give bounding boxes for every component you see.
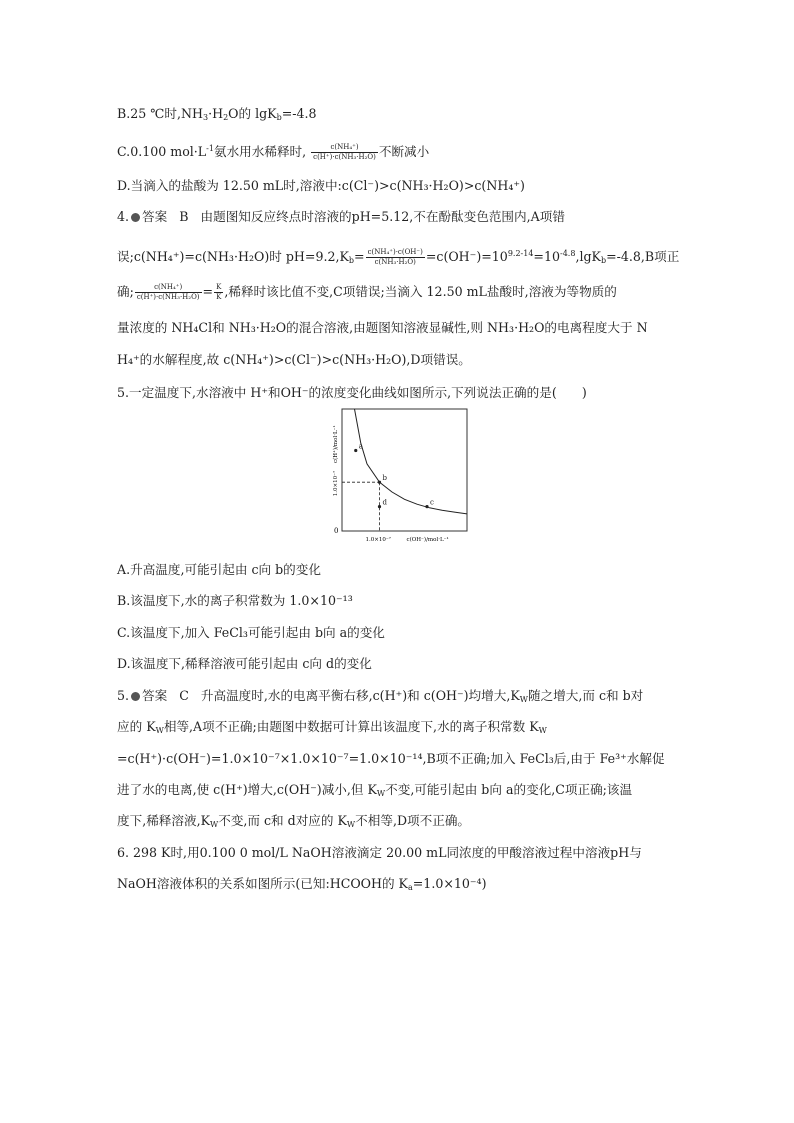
q5-answer-line4: 进了水的电离,使 c(H⁺)增大,c(OH⁻)减小,但 $K_W$不变,可能引起由 b向 a的变化,C项正确;该温 xyxy=(117,782,633,798)
q6-line2: NaOH溶液体积的关系如图所示(已知:HCOOH的 $K_a=1.0\times 10^{-4}$) xyxy=(117,876,487,892)
x-axis-label: c(OH⁻)/mol·L⁻¹ xyxy=(406,537,449,543)
q4-answer-line3: 确; $\frac{\text{c(NH₄⁺)}}{\text{c(H⁺)·c(NH₃·H₂O)}}$ = $\frac{K}{K}$ ,稀释时该比值不变,C项错误;当滴入 12.50 mL盐酸时,溶液为等物质的 xyxy=(117,283,617,301)
q5-stem: 5.一定温度下,水溶液中 H⁺和OH⁻的浓度变化曲线如图所示,下列说法正确的是( ) xyxy=(117,385,587,400)
point-b xyxy=(378,481,381,484)
y-axis-label: c(H⁺)/mol·L⁻¹ xyxy=(333,425,339,463)
q4-option-c: C.0.100 $mol\cdot L^{-1}$氨水用水稀释时, $\frac{\text{c(NH₄⁺)}}{\text{c(H⁺)·c(NH₃·H₂O)}}$ 不断减小 xyxy=(117,143,430,161)
q5-answer-line1: 5. 答案 C 升高温度时,水的电离平衡右移,c(H⁺)和 c(OH⁻)均增大$,K_W$随之增大,而 c和 b对 xyxy=(117,688,644,704)
plot-frame xyxy=(342,409,467,531)
origin-label: 0 xyxy=(334,527,339,535)
point-c xyxy=(425,505,428,508)
q5-option-d: D.该温度下,稀释溶液可能引起由 c向 d的变化 xyxy=(117,656,372,671)
q5-answer-line5: 度下,稀释溶液$,K_W$不变,而 c和 d对应的 $K_W$不相等,D项不正确。 xyxy=(117,813,471,829)
q5-option-c: C.该温度下,加入 FeCl₃可能引起由 b向 a的变化 xyxy=(117,625,385,640)
point-a xyxy=(354,449,357,452)
fraction: $\frac{\text{c(NH₄⁺)}}{\text{c(H⁺)·c(NH₃·H₂O)}}$ xyxy=(313,143,376,161)
point-label-c: c xyxy=(430,498,434,507)
point-label-b: b xyxy=(382,474,387,483)
q4-answer-line2: 误;c(NH₄⁺)=c(NH₃·H₂O)时 $pH=9.2,K_b=$ $\frac{\text{c(NH₄⁺)·c(OH⁻)}}{\text{c(NH₃·H₂O)}}$ $=c(OH^-)=10^{9.2-14}=10^{-4.8},\lg K_b=-4.8,B$项正 xyxy=(117,248,680,266)
point-d xyxy=(378,505,381,508)
q4-option-d: D.当滴入的盐酸为 12.50 mL时,溶液中:c(Cl⁻)>c(NH₃·H₂O)>c(NH₄⁺) xyxy=(117,178,525,193)
q4-option-b: B.25 ℃时$,NH_3\cdot H_2O$的 lgK$_b$=-4.8 xyxy=(117,106,317,122)
q4-answer-line4: 量浓度的 NH₄Cl和 NH₃·H₂O的混合溶液,由题图知溶液显碱性,则 NH₃·H₂O的电离程度大于 N xyxy=(117,320,648,335)
curve-line xyxy=(355,409,468,514)
answer-icon xyxy=(131,213,140,222)
x-tick-label: 1.0×10⁻⁷ xyxy=(365,537,391,543)
q4-answer-line5: H₄⁺的水解程度,故 c(NH₄⁺)>c(Cl⁻)>c(NH₃·H₂O),D项错误。 xyxy=(117,352,471,367)
q5-answer-line2: 应的 $K_W$相等,A项不正确;由题图中数据可计算出该温度下,水的离子积常数 $K_W$ xyxy=(117,719,547,735)
q5-option-a: A.升高温度,可能引起由 c向 b的变化 xyxy=(117,562,321,577)
ion-product-chart xyxy=(322,405,472,555)
q5-answer-line3: =c(H⁺)·c(OH⁻)=1.0×10⁻⁷×1.0×10⁻⁷=1.0×10⁻¹⁴,B项不正确;加入 FeCl₃后,由于 Fe³⁺水解促 xyxy=(117,751,665,766)
q6-line1: 6. 298 K时,用0.100 0 mol/L NaOH溶液滴定 20.00 mL同浓度的甲酸溶液过程中溶液pH与 xyxy=(117,845,642,860)
answer-icon xyxy=(131,692,140,701)
q4-answer-line1: 4. 答案 B 由题图知反应终点时溶液的pH=5.12,不在酚酞变色范围内,A项错 xyxy=(117,209,565,224)
q5-option-b: B.该温度下,水的离子积常数为 1.0×10⁻¹³ xyxy=(117,593,353,608)
point-label-a: a xyxy=(358,442,363,451)
point-label-d: d xyxy=(382,498,387,507)
y-tick-label: 1.0×10⁻⁷ xyxy=(333,470,339,497)
